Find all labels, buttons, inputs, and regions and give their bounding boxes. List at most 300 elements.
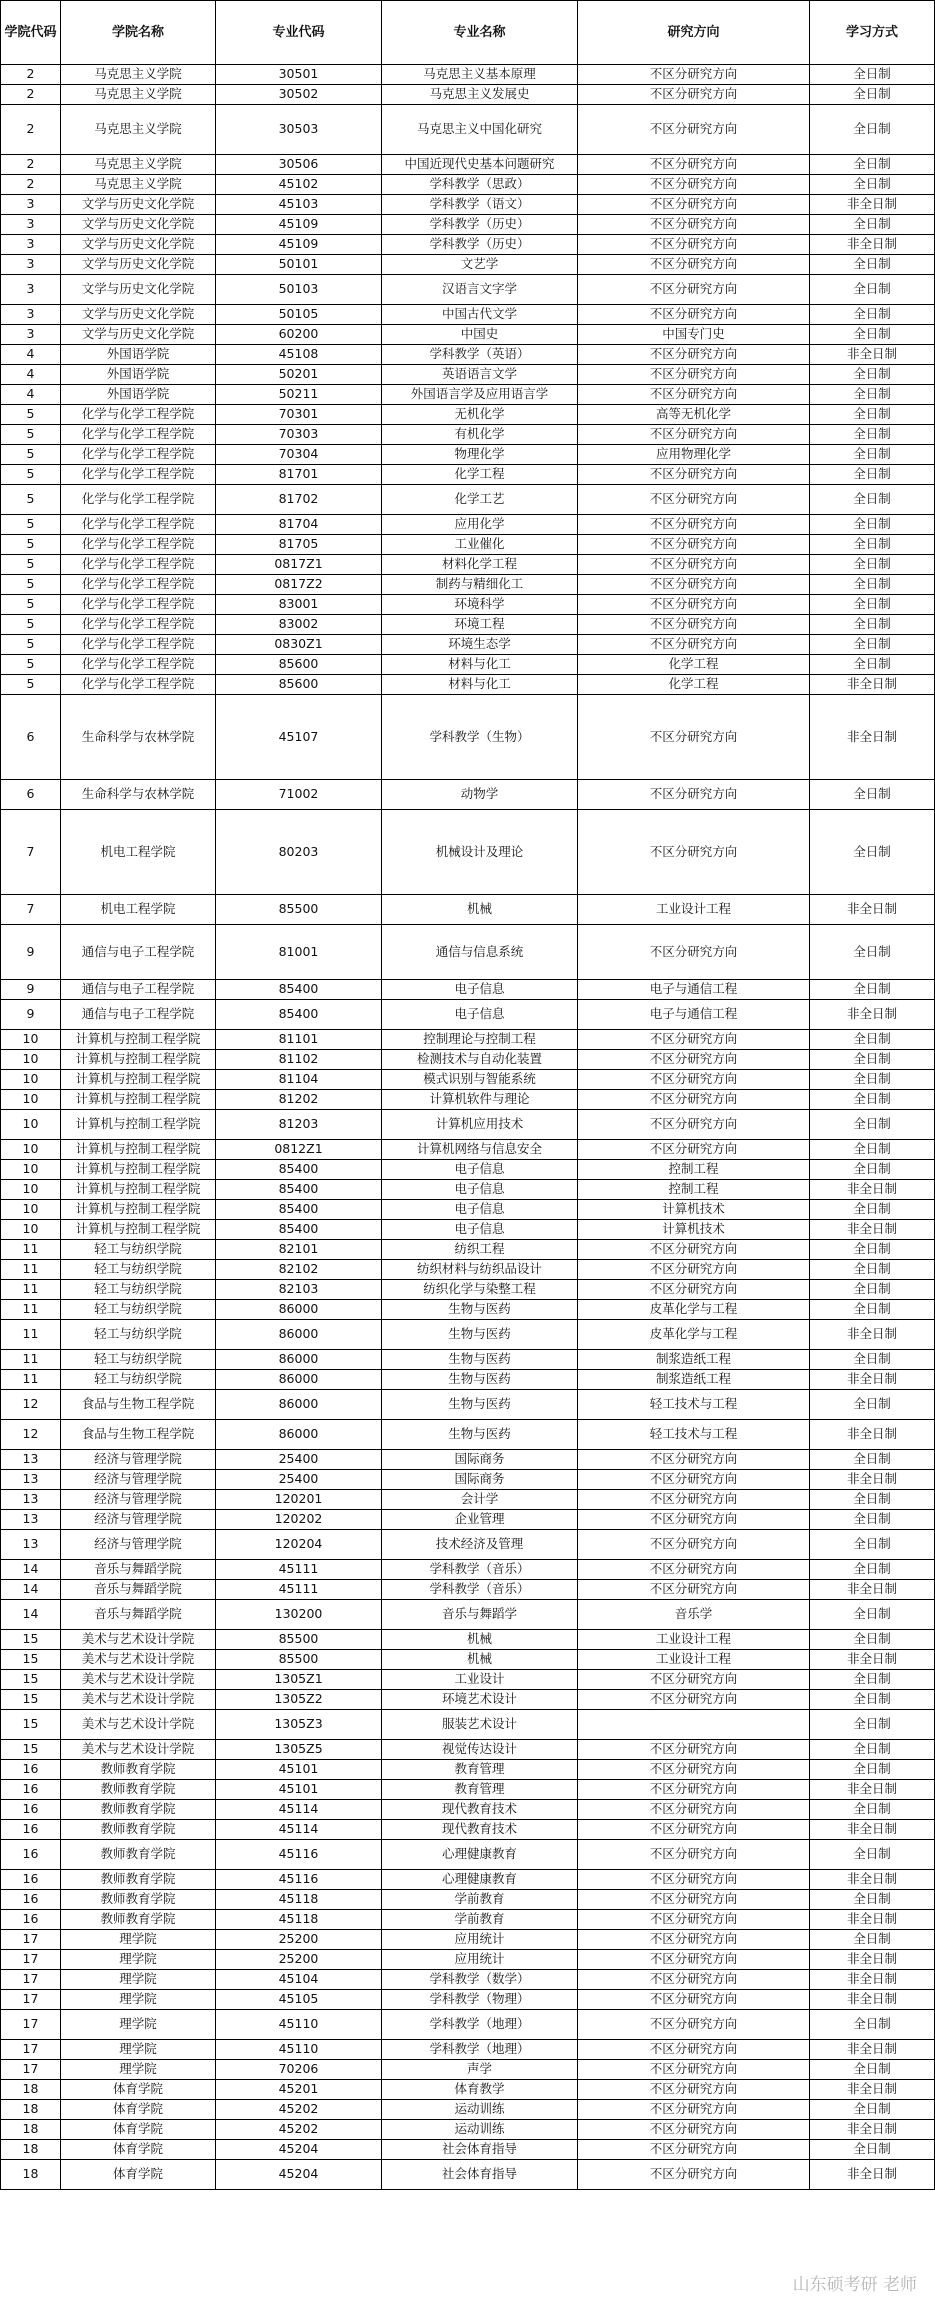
major-code-cell: 82101	[216, 1240, 382, 1260]
study-mode-cell: 全日制	[810, 485, 935, 515]
major-code-cell: 0817Z1	[216, 555, 382, 575]
research-direction-cell: 控制工程	[578, 1160, 810, 1180]
research-direction-cell: 工业设计工程	[578, 1650, 810, 1670]
college-name-cell: 计算机与控制工程学院	[61, 1110, 216, 1140]
research-direction-cell: 不区分研究方向	[578, 575, 810, 595]
college-name-cell: 经济与管理学院	[61, 1490, 216, 1510]
table-row	[1, 555, 935, 575]
table-row	[1, 65, 935, 85]
major-code-cell: 80203	[216, 810, 382, 895]
major-code-cell: 45103	[216, 195, 382, 215]
table-row	[1, 1000, 935, 1030]
research-direction-cell: 不区分研究方向	[578, 1670, 810, 1690]
college-name-cell: 马克思主义学院	[61, 65, 216, 85]
research-direction-cell: 不区分研究方向	[578, 2140, 810, 2160]
college-code-cell: 15	[1, 1710, 61, 1740]
major-code-cell: 86000	[216, 1420, 382, 1450]
research-direction-cell: 不区分研究方向	[578, 1890, 810, 1910]
table-row	[1, 1350, 935, 1370]
table-row	[1, 2160, 935, 2190]
college-code-cell: 2	[1, 155, 61, 175]
college-name-cell: 理学院	[61, 2010, 216, 2040]
major-code-cell: 85600	[216, 675, 382, 695]
college-code-cell: 10	[1, 1220, 61, 1240]
college-code-cell: 13	[1, 1510, 61, 1530]
major-name-cell: 视觉传达设计	[382, 1740, 578, 1760]
major-name-cell: 环境生态学	[382, 635, 578, 655]
college-code-cell: 10	[1, 1030, 61, 1050]
major-name-cell: 检测技术与自动化装置	[382, 1050, 578, 1070]
major-name-cell: 机械设计及理论	[382, 810, 578, 895]
major-name-cell: 环境科学	[382, 595, 578, 615]
college-code-cell: 9	[1, 1000, 61, 1030]
table-row	[1, 345, 935, 365]
table-row	[1, 1240, 935, 1260]
college-code-cell: 11	[1, 1300, 61, 1320]
table-row	[1, 255, 935, 275]
college-name-cell: 机电工程学院	[61, 895, 216, 925]
study-mode-cell: 全日制	[810, 1350, 935, 1370]
study-mode-cell: 非全日制	[810, 895, 935, 925]
college-code-cell: 15	[1, 1690, 61, 1710]
major-name-cell: 电子信息	[382, 1200, 578, 1220]
college-code-cell: 5	[1, 425, 61, 445]
table-row	[1, 675, 935, 695]
major-name-cell: 工业催化	[382, 535, 578, 555]
college-name-cell: 美术与艺术设计学院	[61, 1740, 216, 1760]
college-code-cell: 10	[1, 1070, 61, 1090]
major-code-cell: 85400	[216, 980, 382, 1000]
college-code-cell: 2	[1, 85, 61, 105]
research-direction-cell: 不区分研究方向	[578, 2160, 810, 2190]
table-row	[1, 85, 935, 105]
college-name-cell: 化学与化学工程学院	[61, 595, 216, 615]
research-direction-cell: 不区分研究方向	[578, 1140, 810, 1160]
table-row	[1, 635, 935, 655]
study-mode-cell: 非全日制	[810, 1950, 935, 1970]
major-code-cell: 81102	[216, 1050, 382, 1070]
research-direction-cell: 不区分研究方向	[578, 810, 810, 895]
major-name-cell: 体育教学	[382, 2080, 578, 2100]
major-name-cell: 学科教学（思政）	[382, 175, 578, 195]
study-mode-cell: 全日制	[810, 615, 935, 635]
major-name-cell: 电子信息	[382, 1000, 578, 1030]
major-name-cell: 计算机网络与信息安全	[382, 1140, 578, 1160]
research-direction-cell: 计算机技术	[578, 1200, 810, 1220]
table-row	[1, 1580, 935, 1600]
major-name-cell: 应用统计	[382, 1950, 578, 1970]
major-name-cell: 音乐与舞蹈学	[382, 1600, 578, 1630]
study-mode-cell: 全日制	[810, 325, 935, 345]
college-code-cell: 14	[1, 1600, 61, 1630]
major-name-cell: 教育管理	[382, 1760, 578, 1780]
research-direction-cell: 不区分研究方向	[578, 615, 810, 635]
major-name-cell: 教育管理	[382, 1780, 578, 1800]
research-direction-cell: 不区分研究方向	[578, 255, 810, 275]
college-name-cell: 化学与化学工程学院	[61, 635, 216, 655]
table-row	[1, 1510, 935, 1530]
major-code-cell: 85400	[216, 1220, 382, 1240]
major-code-cell: 45108	[216, 345, 382, 365]
college-code-cell: 13	[1, 1450, 61, 1470]
research-direction-cell: 不区分研究方向	[578, 345, 810, 365]
study-mode-cell: 非全日制	[810, 1180, 935, 1200]
college-name-cell: 文学与历史文化学院	[61, 325, 216, 345]
college-name-cell: 轻工与纺织学院	[61, 1260, 216, 1280]
study-mode-cell: 全日制	[810, 980, 935, 1000]
table-row	[1, 2140, 935, 2160]
college-name-cell: 化学与化学工程学院	[61, 515, 216, 535]
research-direction-cell: 轻工技术与工程	[578, 1420, 810, 1450]
research-direction-cell: 不区分研究方向	[578, 635, 810, 655]
college-code-cell: 11	[1, 1240, 61, 1260]
college-name-cell: 理学院	[61, 1970, 216, 1990]
college-code-cell: 16	[1, 1760, 61, 1780]
table-row	[1, 1780, 935, 1800]
research-direction-cell: 不区分研究方向	[578, 1690, 810, 1710]
college-name-cell: 计算机与控制工程学院	[61, 1090, 216, 1110]
study-mode-cell: 非全日制	[810, 235, 935, 255]
major-name-cell: 马克思主义发展史	[382, 85, 578, 105]
study-mode-cell: 全日制	[810, 925, 935, 980]
college-code-cell: 18	[1, 2100, 61, 2120]
research-direction-cell: 计算机技术	[578, 1220, 810, 1240]
study-mode-cell: 非全日制	[810, 1000, 935, 1030]
major-name-cell: 动物学	[382, 780, 578, 810]
study-mode-cell: 全日制	[810, 1160, 935, 1180]
college-code-cell: 5	[1, 655, 61, 675]
research-direction-cell: 不区分研究方向	[578, 535, 810, 555]
college-name-cell: 轻工与纺织学院	[61, 1370, 216, 1390]
college-code-cell: 10	[1, 1050, 61, 1070]
major-code-cell: 50101	[216, 255, 382, 275]
table-row	[1, 1950, 935, 1970]
college-name-cell: 体育学院	[61, 2140, 216, 2160]
research-direction-cell: 不区分研究方向	[578, 695, 810, 780]
major-code-cell: 81203	[216, 1110, 382, 1140]
research-direction-cell: 不区分研究方向	[578, 2100, 810, 2120]
table-row	[1, 1050, 935, 1070]
research-direction-cell: 不区分研究方向	[578, 2060, 810, 2080]
major-code-cell: 25200	[216, 1950, 382, 1970]
header-college-code: 学院代码	[1, 1, 61, 65]
college-code-cell: 18	[1, 2080, 61, 2100]
major-name-cell: 学前教育	[382, 1890, 578, 1910]
study-mode-cell: 全日制	[810, 515, 935, 535]
college-code-cell: 5	[1, 555, 61, 575]
college-code-cell: 15	[1, 1670, 61, 1690]
study-mode-cell: 非全日制	[810, 1910, 935, 1930]
study-mode-cell: 全日制	[810, 445, 935, 465]
table-row	[1, 305, 935, 325]
research-direction-cell: 不区分研究方向	[578, 85, 810, 105]
college-name-cell: 轻工与纺织学院	[61, 1240, 216, 1260]
major-code-cell: 25400	[216, 1450, 382, 1470]
research-direction-cell: 不区分研究方向	[578, 1260, 810, 1280]
major-name-cell: 马克思主义中国化研究	[382, 105, 578, 155]
table-row	[1, 1370, 935, 1390]
college-name-cell: 教师教育学院	[61, 1760, 216, 1780]
college-name-cell: 化学与化学工程学院	[61, 405, 216, 425]
watermark: 山东硕考研 老师	[792, 2275, 917, 2295]
table-row	[1, 1470, 935, 1490]
college-code-cell: 7	[1, 895, 61, 925]
study-mode-cell: 全日制	[810, 1560, 935, 1580]
major-name-cell: 工业设计	[382, 1670, 578, 1690]
table-row	[1, 1160, 935, 1180]
study-mode-cell: 全日制	[810, 405, 935, 425]
college-code-cell: 5	[1, 485, 61, 515]
research-direction-cell: 不区分研究方向	[578, 155, 810, 175]
college-name-cell: 化学与化学工程学院	[61, 615, 216, 635]
table-row	[1, 1280, 935, 1300]
study-mode-cell: 全日制	[810, 1390, 935, 1420]
major-code-cell: 50105	[216, 305, 382, 325]
research-direction-cell: 不区分研究方向	[578, 1490, 810, 1510]
college-code-cell: 3	[1, 195, 61, 215]
major-code-cell: 45118	[216, 1890, 382, 1910]
major-name-cell: 电子信息	[382, 980, 578, 1000]
research-direction-cell: 不区分研究方向	[578, 195, 810, 215]
college-code-cell: 3	[1, 325, 61, 345]
study-mode-cell: 非全日制	[810, 695, 935, 780]
college-name-cell: 通信与电子工程学院	[61, 980, 216, 1000]
table-row	[1, 1740, 935, 1760]
college-name-cell: 生命科学与农林学院	[61, 780, 216, 810]
major-code-cell: 70303	[216, 425, 382, 445]
college-name-cell: 经济与管理学院	[61, 1510, 216, 1530]
research-direction-cell: 不区分研究方向	[578, 1240, 810, 1260]
college-code-cell: 4	[1, 365, 61, 385]
research-direction-cell: 轻工技术与工程	[578, 1390, 810, 1420]
major-code-cell: 45101	[216, 1780, 382, 1800]
major-name-cell: 会计学	[382, 1490, 578, 1510]
major-code-cell: 86000	[216, 1370, 382, 1390]
study-mode-cell: 全日制	[810, 2060, 935, 2080]
study-mode-cell: 全日制	[810, 385, 935, 405]
study-mode-cell: 全日制	[810, 1710, 935, 1740]
research-direction-cell: 不区分研究方向	[578, 1760, 810, 1780]
major-code-cell: 45107	[216, 695, 382, 780]
major-name-cell: 外国语言学及应用语言学	[382, 385, 578, 405]
table-row	[1, 515, 935, 535]
major-code-cell: 85500	[216, 1650, 382, 1670]
college-name-cell: 理学院	[61, 2040, 216, 2060]
major-name-cell: 生物与医药	[382, 1390, 578, 1420]
college-name-cell: 文学与历史文化学院	[61, 235, 216, 255]
major-code-cell: 30501	[216, 65, 382, 85]
college-name-cell: 食品与生物工程学院	[61, 1420, 216, 1450]
college-name-cell: 体育学院	[61, 2100, 216, 2120]
research-direction-cell: 不区分研究方向	[578, 595, 810, 615]
major-code-cell: 81001	[216, 925, 382, 980]
major-code-cell: 81202	[216, 1090, 382, 1110]
college-code-cell: 18	[1, 2140, 61, 2160]
college-code-cell: 16	[1, 1820, 61, 1840]
college-code-cell: 5	[1, 535, 61, 555]
study-mode-cell: 全日制	[810, 535, 935, 555]
table-row	[1, 1220, 935, 1240]
major-name-cell: 学科教学（数学）	[382, 1970, 578, 1990]
college-name-cell: 体育学院	[61, 2160, 216, 2190]
college-name-cell: 音乐与舞蹈学院	[61, 1560, 216, 1580]
table-row	[1, 1320, 935, 1350]
study-mode-cell: 非全日制	[810, 2120, 935, 2140]
college-name-cell: 体育学院	[61, 2120, 216, 2140]
research-direction-cell: 不区分研究方向	[578, 1510, 810, 1530]
table-row	[1, 2040, 935, 2060]
major-code-cell: 45118	[216, 1910, 382, 1930]
major-name-cell: 电子信息	[382, 1180, 578, 1200]
college-code-cell: 17	[1, 1930, 61, 1950]
college-code-cell: 5	[1, 405, 61, 425]
college-code-cell: 10	[1, 1200, 61, 1220]
major-name-cell: 服装艺术设计	[382, 1710, 578, 1740]
college-code-cell: 5	[1, 615, 61, 635]
study-mode-cell: 非全日制	[810, 345, 935, 365]
major-code-cell: 70206	[216, 2060, 382, 2080]
major-code-cell: 82103	[216, 1280, 382, 1300]
study-mode-cell: 全日制	[810, 1890, 935, 1910]
table-row	[1, 1890, 935, 1910]
research-direction-cell: 不区分研究方向	[578, 305, 810, 325]
college-code-cell: 18	[1, 2120, 61, 2140]
table-row	[1, 980, 935, 1000]
college-name-cell: 计算机与控制工程学院	[61, 1180, 216, 1200]
study-mode-cell: 非全日制	[810, 2040, 935, 2060]
college-code-cell: 9	[1, 925, 61, 980]
major-code-cell: 1305Z3	[216, 1710, 382, 1740]
major-code-cell: 45105	[216, 1990, 382, 2010]
table-row	[1, 1670, 935, 1690]
table-row	[1, 1910, 935, 1930]
college-name-cell: 美术与艺术设计学院	[61, 1670, 216, 1690]
college-code-cell: 13	[1, 1490, 61, 1510]
study-mode-cell: 全日制	[810, 175, 935, 195]
table-row	[1, 2060, 935, 2080]
research-direction-cell: 不区分研究方向	[578, 1450, 810, 1470]
major-code-cell: 45109	[216, 215, 382, 235]
major-code-cell: 50211	[216, 385, 382, 405]
table-row	[1, 1820, 935, 1840]
study-mode-cell: 全日制	[810, 1760, 935, 1780]
header-college-name: 学院名称	[61, 1, 216, 65]
research-direction-cell: 不区分研究方向	[578, 275, 810, 305]
college-code-cell: 17	[1, 1990, 61, 2010]
research-direction-cell: 制浆造纸工程	[578, 1370, 810, 1390]
table-row	[1, 2010, 935, 2040]
table-row	[1, 105, 935, 155]
college-name-cell: 音乐与舞蹈学院	[61, 1580, 216, 1600]
major-name-cell: 机械	[382, 1630, 578, 1650]
major-code-cell: 85400	[216, 1180, 382, 1200]
major-name-cell: 现代教育技术	[382, 1820, 578, 1840]
study-mode-cell: 全日制	[810, 1450, 935, 1470]
table-row	[1, 1990, 935, 2010]
research-direction-cell: 不区分研究方向	[578, 1800, 810, 1820]
table-row	[1, 810, 935, 895]
major-name-cell: 汉语言文字学	[382, 275, 578, 305]
major-code-cell: 0830Z1	[216, 635, 382, 655]
college-code-cell: 15	[1, 1650, 61, 1670]
college-code-cell: 16	[1, 1780, 61, 1800]
college-name-cell: 计算机与控制工程学院	[61, 1070, 216, 1090]
major-code-cell: 25200	[216, 1930, 382, 1950]
major-name-cell: 技术经济及管理	[382, 1530, 578, 1560]
major-name-cell: 环境工程	[382, 615, 578, 635]
table-row	[1, 1560, 935, 1580]
research-direction-cell: 不区分研究方向	[578, 1870, 810, 1890]
college-name-cell: 生命科学与农林学院	[61, 695, 216, 780]
study-mode-cell: 全日制	[810, 595, 935, 615]
major-code-cell: 81702	[216, 485, 382, 515]
major-name-cell: 无机化学	[382, 405, 578, 425]
study-mode-cell: 非全日制	[810, 1990, 935, 2010]
table-row	[1, 1760, 935, 1780]
major-name-cell: 材料与化工	[382, 675, 578, 695]
research-direction-cell: 不区分研究方向	[578, 105, 810, 155]
college-code-cell: 11	[1, 1370, 61, 1390]
major-code-cell: 45116	[216, 1870, 382, 1890]
college-code-cell: 14	[1, 1560, 61, 1580]
college-code-cell: 4	[1, 385, 61, 405]
research-direction-cell: 不区分研究方向	[578, 1050, 810, 1070]
major-code-cell: 45102	[216, 175, 382, 195]
research-direction-cell: 皮革化学与工程	[578, 1300, 810, 1320]
college-name-cell: 教师教育学院	[61, 1780, 216, 1800]
study-mode-cell: 全日制	[810, 635, 935, 655]
study-mode-cell: 全日制	[810, 155, 935, 175]
major-code-cell: 71002	[216, 780, 382, 810]
study-mode-cell: 非全日制	[810, 1470, 935, 1490]
table-row	[1, 425, 935, 445]
research-direction-cell: 不区分研究方向	[578, 1470, 810, 1490]
research-direction-cell: 制浆造纸工程	[578, 1350, 810, 1370]
research-direction-cell: 不区分研究方向	[578, 1820, 810, 1840]
major-code-cell: 50103	[216, 275, 382, 305]
study-mode-cell: 全日制	[810, 575, 935, 595]
study-mode-cell: 全日制	[810, 465, 935, 485]
research-direction-cell: 不区分研究方向	[578, 1560, 810, 1580]
major-name-cell: 模式识别与智能系统	[382, 1070, 578, 1090]
college-name-cell: 轻工与纺织学院	[61, 1280, 216, 1300]
major-code-cell: 120202	[216, 1510, 382, 1530]
table-row	[1, 1420, 935, 1450]
college-code-cell: 13	[1, 1470, 61, 1490]
major-name-cell: 生物与医药	[382, 1420, 578, 1450]
college-name-cell: 教师教育学院	[61, 1820, 216, 1840]
major-code-cell: 70301	[216, 405, 382, 425]
major-code-cell: 45202	[216, 2100, 382, 2120]
major-name-cell: 心理健康教育	[382, 1870, 578, 1890]
header-major-name: 专业名称	[382, 1, 578, 65]
major-code-cell: 45111	[216, 1560, 382, 1580]
college-name-cell: 计算机与控制工程学院	[61, 1220, 216, 1240]
study-mode-cell: 全日制	[810, 1280, 935, 1300]
study-mode-cell: 全日制	[810, 1630, 935, 1650]
research-direction-cell: 不区分研究方向	[578, 2080, 810, 2100]
major-name-cell: 学科教学（历史）	[382, 235, 578, 255]
college-name-cell: 计算机与控制工程学院	[61, 1140, 216, 1160]
college-name-cell: 化学与化学工程学院	[61, 655, 216, 675]
college-code-cell: 3	[1, 235, 61, 255]
major-name-cell: 企业管理	[382, 1510, 578, 1530]
college-code-cell: 5	[1, 465, 61, 485]
research-direction-cell: 不区分研究方向	[578, 780, 810, 810]
study-mode-cell: 全日制	[810, 1300, 935, 1320]
research-direction-cell: 化学工程	[578, 675, 810, 695]
major-name-cell: 材料与化工	[382, 655, 578, 675]
